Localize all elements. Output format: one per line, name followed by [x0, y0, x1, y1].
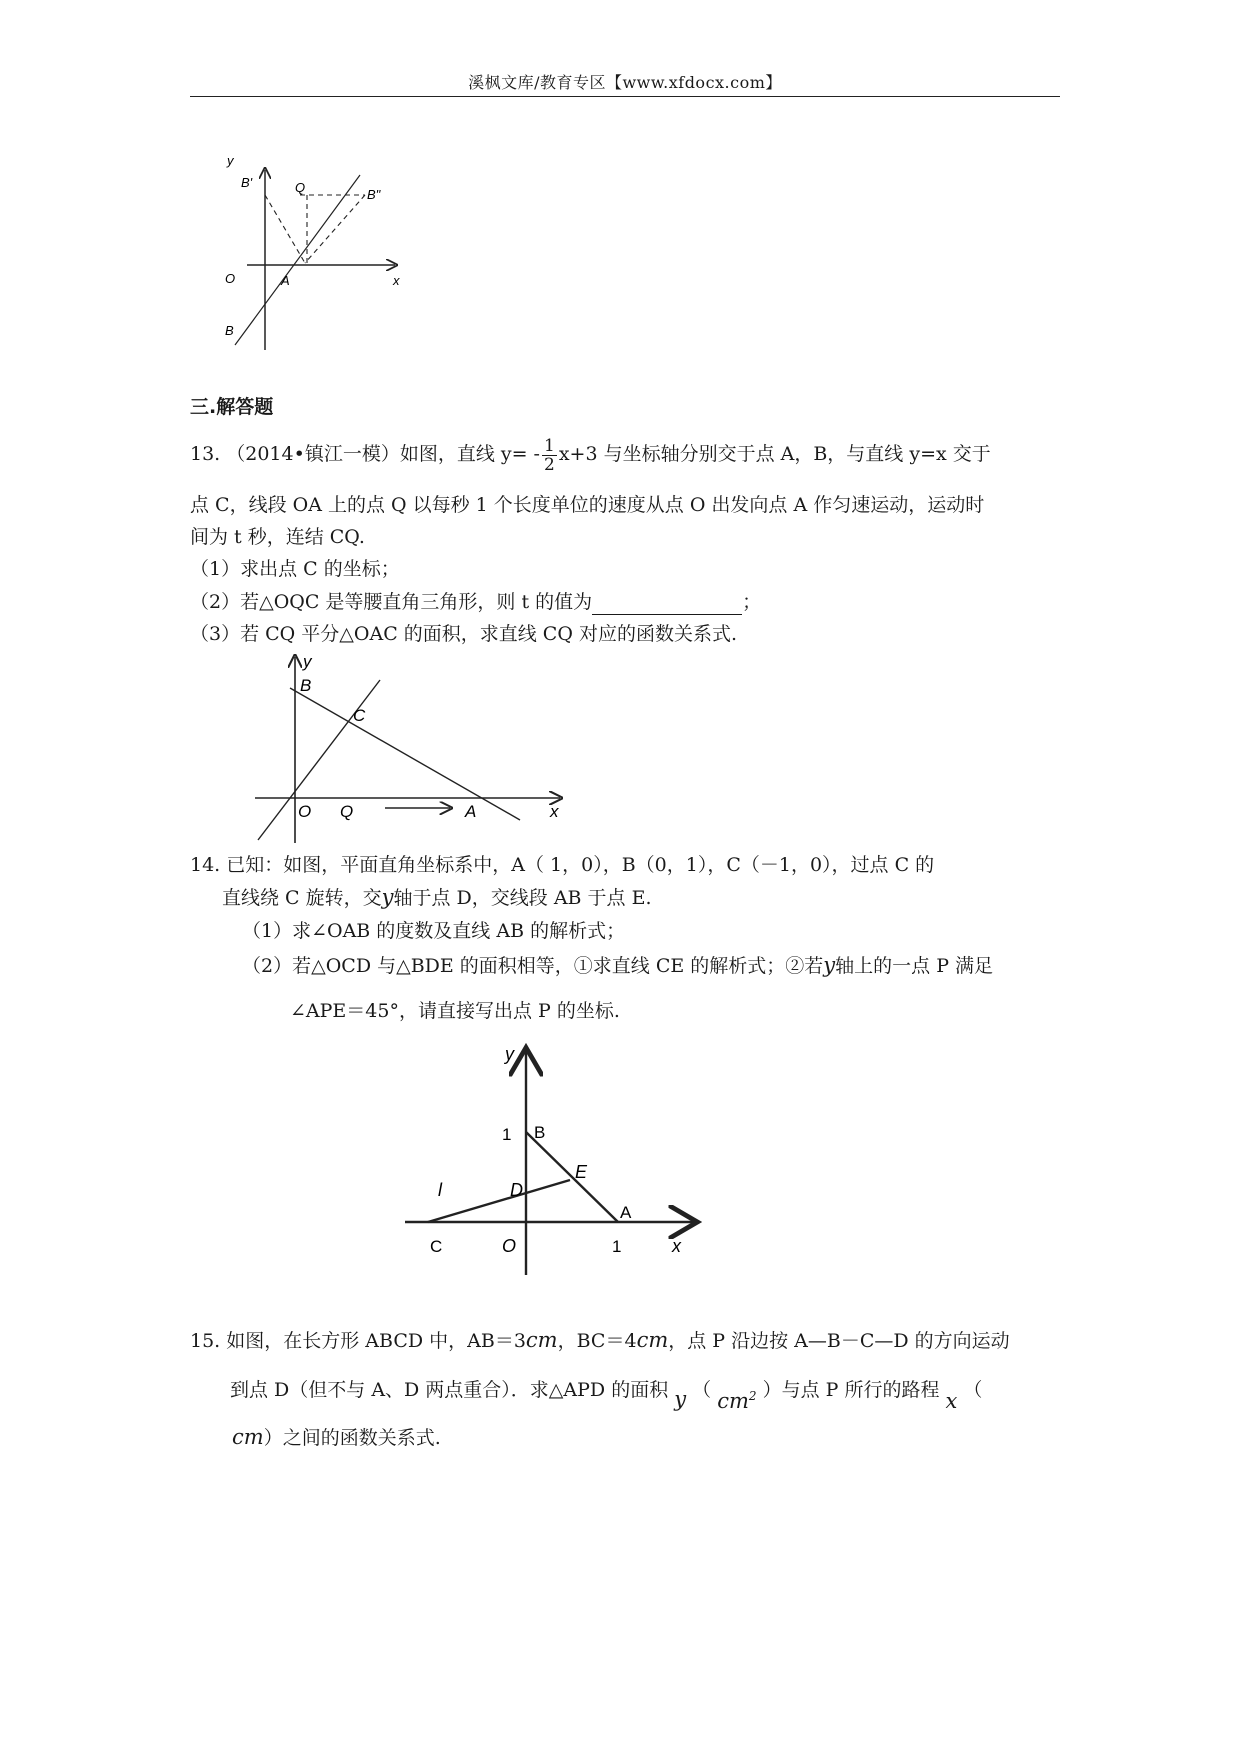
- q13-part1: （1）求出点 C 的坐标；: [190, 558, 400, 580]
- q13-line1: [190, 430, 991, 480]
- q13-line3: 间为 t 秒，连结 CQ.: [190, 526, 365, 548]
- q14-line2-b: 轴于点 D，交线段 AB 于点 E.: [393, 887, 652, 909]
- label-o: O: [225, 271, 236, 286]
- q15-line3: [232, 1424, 441, 1451]
- label-c: C: [430, 1237, 443, 1256]
- label-y: y: [227, 153, 234, 168]
- q14-var-y: y: [381, 885, 394, 909]
- q14-line1: 14. 已知：如图，平面直角坐标系中，A（ 1，0），B（0，1），C（－1，0），过点 C 的: [190, 854, 935, 876]
- dashed-b1-a: [265, 195, 305, 263]
- q13-part3: （3）若 CQ 平分△OAC 的面积，求直线 CQ 对应的函数关系式.: [190, 623, 738, 645]
- q15-var-x: x: [945, 1389, 958, 1413]
- q15-unit-cm-2: cm: [636, 1328, 669, 1352]
- q15-cm2-base: cm: [717, 1389, 749, 1413]
- q14-part2-var-y: y: [823, 953, 836, 977]
- q15-unit-cm-1: cm: [525, 1328, 558, 1352]
- label-b: B: [300, 676, 312, 695]
- segment-ba: [526, 1132, 618, 1222]
- q14-part1: （1）求∠OAB 的度数及直线 AB 的解析式；: [242, 920, 626, 942]
- q13-frac-num: 1: [543, 435, 555, 456]
- q13-part2-end: ；: [742, 591, 762, 613]
- q15-line2: [230, 1362, 983, 1413]
- q15-line1-c: ，点 P 沿边按 A—B－C—D 的方向运动: [668, 1330, 1010, 1352]
- figure-q13: [250, 652, 570, 845]
- tick-1-y: 1: [502, 1125, 512, 1144]
- figure-q14: [400, 1040, 710, 1280]
- label-b: B: [534, 1123, 546, 1142]
- label-o: O: [502, 1236, 517, 1256]
- label-a: A: [620, 1203, 632, 1222]
- label-q: Q: [295, 180, 306, 195]
- q15-line2-b: ）与点 P 所行的路程: [762, 1379, 940, 1401]
- label-o: O: [298, 802, 312, 821]
- q15-line1: [190, 1327, 1010, 1354]
- q13-part2-text: （2）若△OQC 是等腰直角三角形，则 t 的值为: [190, 591, 593, 613]
- label-l: l: [438, 1180, 442, 1200]
- label-b1: B': [241, 175, 253, 190]
- label-a: A: [281, 273, 290, 288]
- tick-1-x: 1: [612, 1237, 622, 1256]
- q13-suffix: x+3 与坐标轴分别交于点 A，B，与直线 y=x 交于: [558, 443, 991, 465]
- label-x: x: [550, 802, 559, 821]
- q13-prefix: 13. （2014•镇江一模）如图，直线 y= -: [190, 443, 540, 465]
- q14-part2: [242, 952, 993, 979]
- q15-line3-text: ）之间的函数关系式.: [263, 1427, 441, 1449]
- dashed-b2-a: [305, 195, 365, 263]
- figure-reflection: [225, 153, 415, 355]
- label-b2: B": [367, 187, 381, 202]
- q13-fraction: [542, 437, 557, 474]
- q15-line1-b: ，BC＝4: [557, 1330, 637, 1352]
- label-c: C: [353, 706, 366, 725]
- label-x: x: [672, 1236, 681, 1256]
- q15-var-y: y: [674, 1387, 687, 1411]
- q14-line2-a: 直线绕 C 旋转，交: [222, 887, 382, 909]
- q14-part2-a: （2）若△OCD 与△BDE 的面积相等，①求直线 CE 的解析式；②若: [242, 955, 824, 977]
- q15-line1-a: 15. 如图，在长方形 ABCD 中，AB＝3: [190, 1330, 526, 1352]
- label-a: A: [465, 802, 477, 821]
- q13-answer-blank: [592, 596, 742, 615]
- header-divider: [190, 96, 1060, 97]
- q15-line3-unit: cm: [232, 1425, 264, 1449]
- label-x: x: [393, 273, 400, 288]
- q15-line2-c: （: [963, 1379, 983, 1401]
- q14-part2-line2: ∠APE＝45°，请直接写出点 P 的坐标.: [290, 1000, 620, 1022]
- line-l: [428, 1180, 570, 1222]
- section-title: 三.解答题: [190, 396, 274, 418]
- line-ab: [235, 175, 360, 345]
- q15-line2-a: 到点 D（但不与 A、D 两点重合）．求△APD 的面积: [230, 1379, 669, 1401]
- page-header: 溪枫文库/教育专区【www.xfdocx.com】: [468, 73, 782, 92]
- label-q: Q: [340, 802, 354, 821]
- q15-paren-open: （: [692, 1379, 712, 1401]
- label-d: D: [510, 1180, 523, 1200]
- q13-line2: 点 C，线段 OA 上的点 Q 以每秒 1 个长度单位的速度从点 O 出发向点 A 作匀速运动，运动时: [190, 494, 985, 516]
- q13-part2: [190, 589, 761, 615]
- q14-part2-b: 轴上的一点 P 满足: [835, 955, 994, 977]
- label-e: E: [575, 1162, 588, 1182]
- q15-unit-cm2: [717, 1389, 756, 1413]
- q15-cm2-exp: 2: [748, 1389, 757, 1403]
- label-b: B: [225, 323, 234, 338]
- label-y: y: [303, 652, 312, 671]
- q13-frac-den: 2: [543, 454, 555, 475]
- line-ba: [290, 688, 520, 820]
- label-y: y: [505, 1044, 514, 1064]
- q14-line2: [222, 884, 652, 911]
